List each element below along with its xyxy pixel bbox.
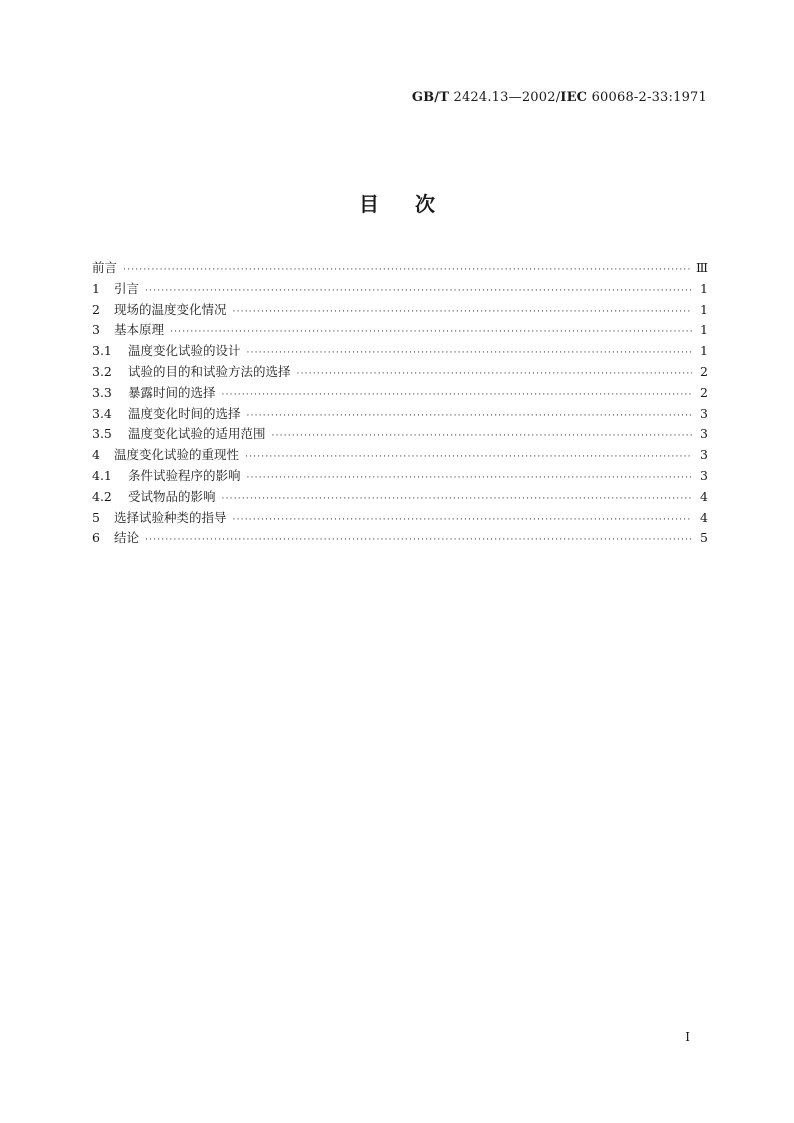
toc-entry-label: 前言 [92, 260, 118, 275]
toc-entry-label: 现场的温度变化情况 [114, 301, 227, 317]
toc-entry-label: 条件试验程序的影响 [128, 467, 241, 483]
page-title: 目次 [359, 192, 471, 216]
toc-entry-label: 温度变化试验的适用范围 [128, 426, 266, 442]
toc-entry-number: 3 [92, 322, 100, 338]
toc-entry-label: 选择试验种类的指导 [114, 509, 227, 525]
toc-entry[interactable] [92, 445, 708, 466]
table-of-contents [92, 258, 708, 549]
toc-entry[interactable] [92, 466, 708, 487]
toc-leader-dots [170, 322, 692, 343]
toc-entry-number: 6 [92, 530, 100, 546]
toc-leader-dots [272, 426, 692, 447]
toc-entry-label: 温度变化时间的选择 [128, 405, 241, 421]
toc-entry[interactable] [92, 362, 708, 383]
toc-entry-label: 引言 [114, 280, 140, 296]
toc-entry-page: 3 [700, 467, 708, 483]
toc-entry-number: 4.1 [92, 467, 112, 483]
toc-entry[interactable] [92, 383, 708, 404]
toc-entry-page: 3 [700, 426, 708, 442]
toc-entry-label: 温度变化试验的设计 [128, 343, 241, 359]
standard-prefix: GB/T [411, 90, 450, 105]
toc-leader-dots [222, 385, 692, 406]
toc-entry[interactable] [92, 320, 708, 341]
toc-entry-page: Ⅲ [695, 260, 708, 275]
toc-entry-number: 3.4 [92, 405, 112, 421]
toc-entry[interactable] [92, 279, 708, 300]
toc-entry[interactable] [92, 424, 708, 445]
standard-number: 2424.13—2002/ [453, 90, 561, 105]
toc-entry-number: 2 [92, 301, 100, 317]
toc-entry-page: 1 [700, 343, 708, 359]
toc-entry-page: 4 [700, 509, 708, 525]
toc-entry-number: 3.3 [92, 384, 112, 400]
standard-code [412, 90, 707, 105]
toc-entry-number: 1 [92, 280, 100, 296]
toc-entry-number: 4 [92, 447, 100, 463]
toc-entry-label: 受试物品的影响 [128, 488, 216, 504]
toc-entry[interactable] [92, 341, 708, 362]
page-number: I [685, 1030, 690, 1044]
toc-entry[interactable] [92, 487, 708, 508]
toc-leader-dots [145, 530, 692, 551]
toc-entry[interactable] [92, 508, 708, 529]
toc-entry-page: 1 [700, 280, 708, 296]
toc-leader-dots [123, 260, 692, 281]
toc-entry-label: 暴露时间的选择 [128, 384, 216, 400]
toc-entry-page: 1 [700, 301, 708, 317]
toc-entry-page: 3 [700, 447, 708, 463]
toc-leader-dots [247, 406, 692, 427]
toc-entry-page: 1 [700, 322, 708, 338]
toc-leader-dots [145, 281, 692, 302]
toc-entry-number: 3.5 [92, 426, 112, 442]
toc-entry-page: 2 [700, 384, 708, 400]
toc-leader-dots [233, 510, 692, 531]
toc-entry[interactable] [92, 258, 708, 279]
toc-entry-number: 3.1 [92, 343, 112, 359]
toc-entry-page: 2 [700, 363, 708, 379]
iec-prefix: IEC [560, 90, 588, 105]
toc-entry-page: 5 [700, 530, 708, 546]
toc-leader-dots [247, 343, 692, 364]
iec-number: 60068-2-33:1971 [591, 90, 707, 105]
toc-entry-label: 温度变化试验的重现性 [114, 447, 240, 463]
toc-leader-dots [233, 302, 692, 323]
toc-leader-dots [297, 364, 692, 385]
toc-entry-number: 3.2 [92, 363, 112, 379]
toc-entry-page: 3 [700, 405, 708, 421]
toc-entry[interactable] [92, 404, 708, 425]
toc-entry-number: 5 [92, 509, 100, 525]
toc-leader-dots [222, 489, 692, 510]
toc-entry-label: 结论 [114, 530, 140, 546]
toc-entry-label: 试验的目的和试验方法的选择 [128, 363, 291, 379]
toc-entry-number: 4.2 [92, 488, 112, 504]
toc-entry[interactable] [92, 300, 708, 321]
toc-leader-dots [247, 468, 692, 489]
toc-entry[interactable] [92, 528, 708, 549]
toc-entry-label: 基本原理 [114, 322, 165, 338]
toc-entry-page: 4 [700, 488, 708, 504]
toc-leader-dots [245, 447, 692, 468]
